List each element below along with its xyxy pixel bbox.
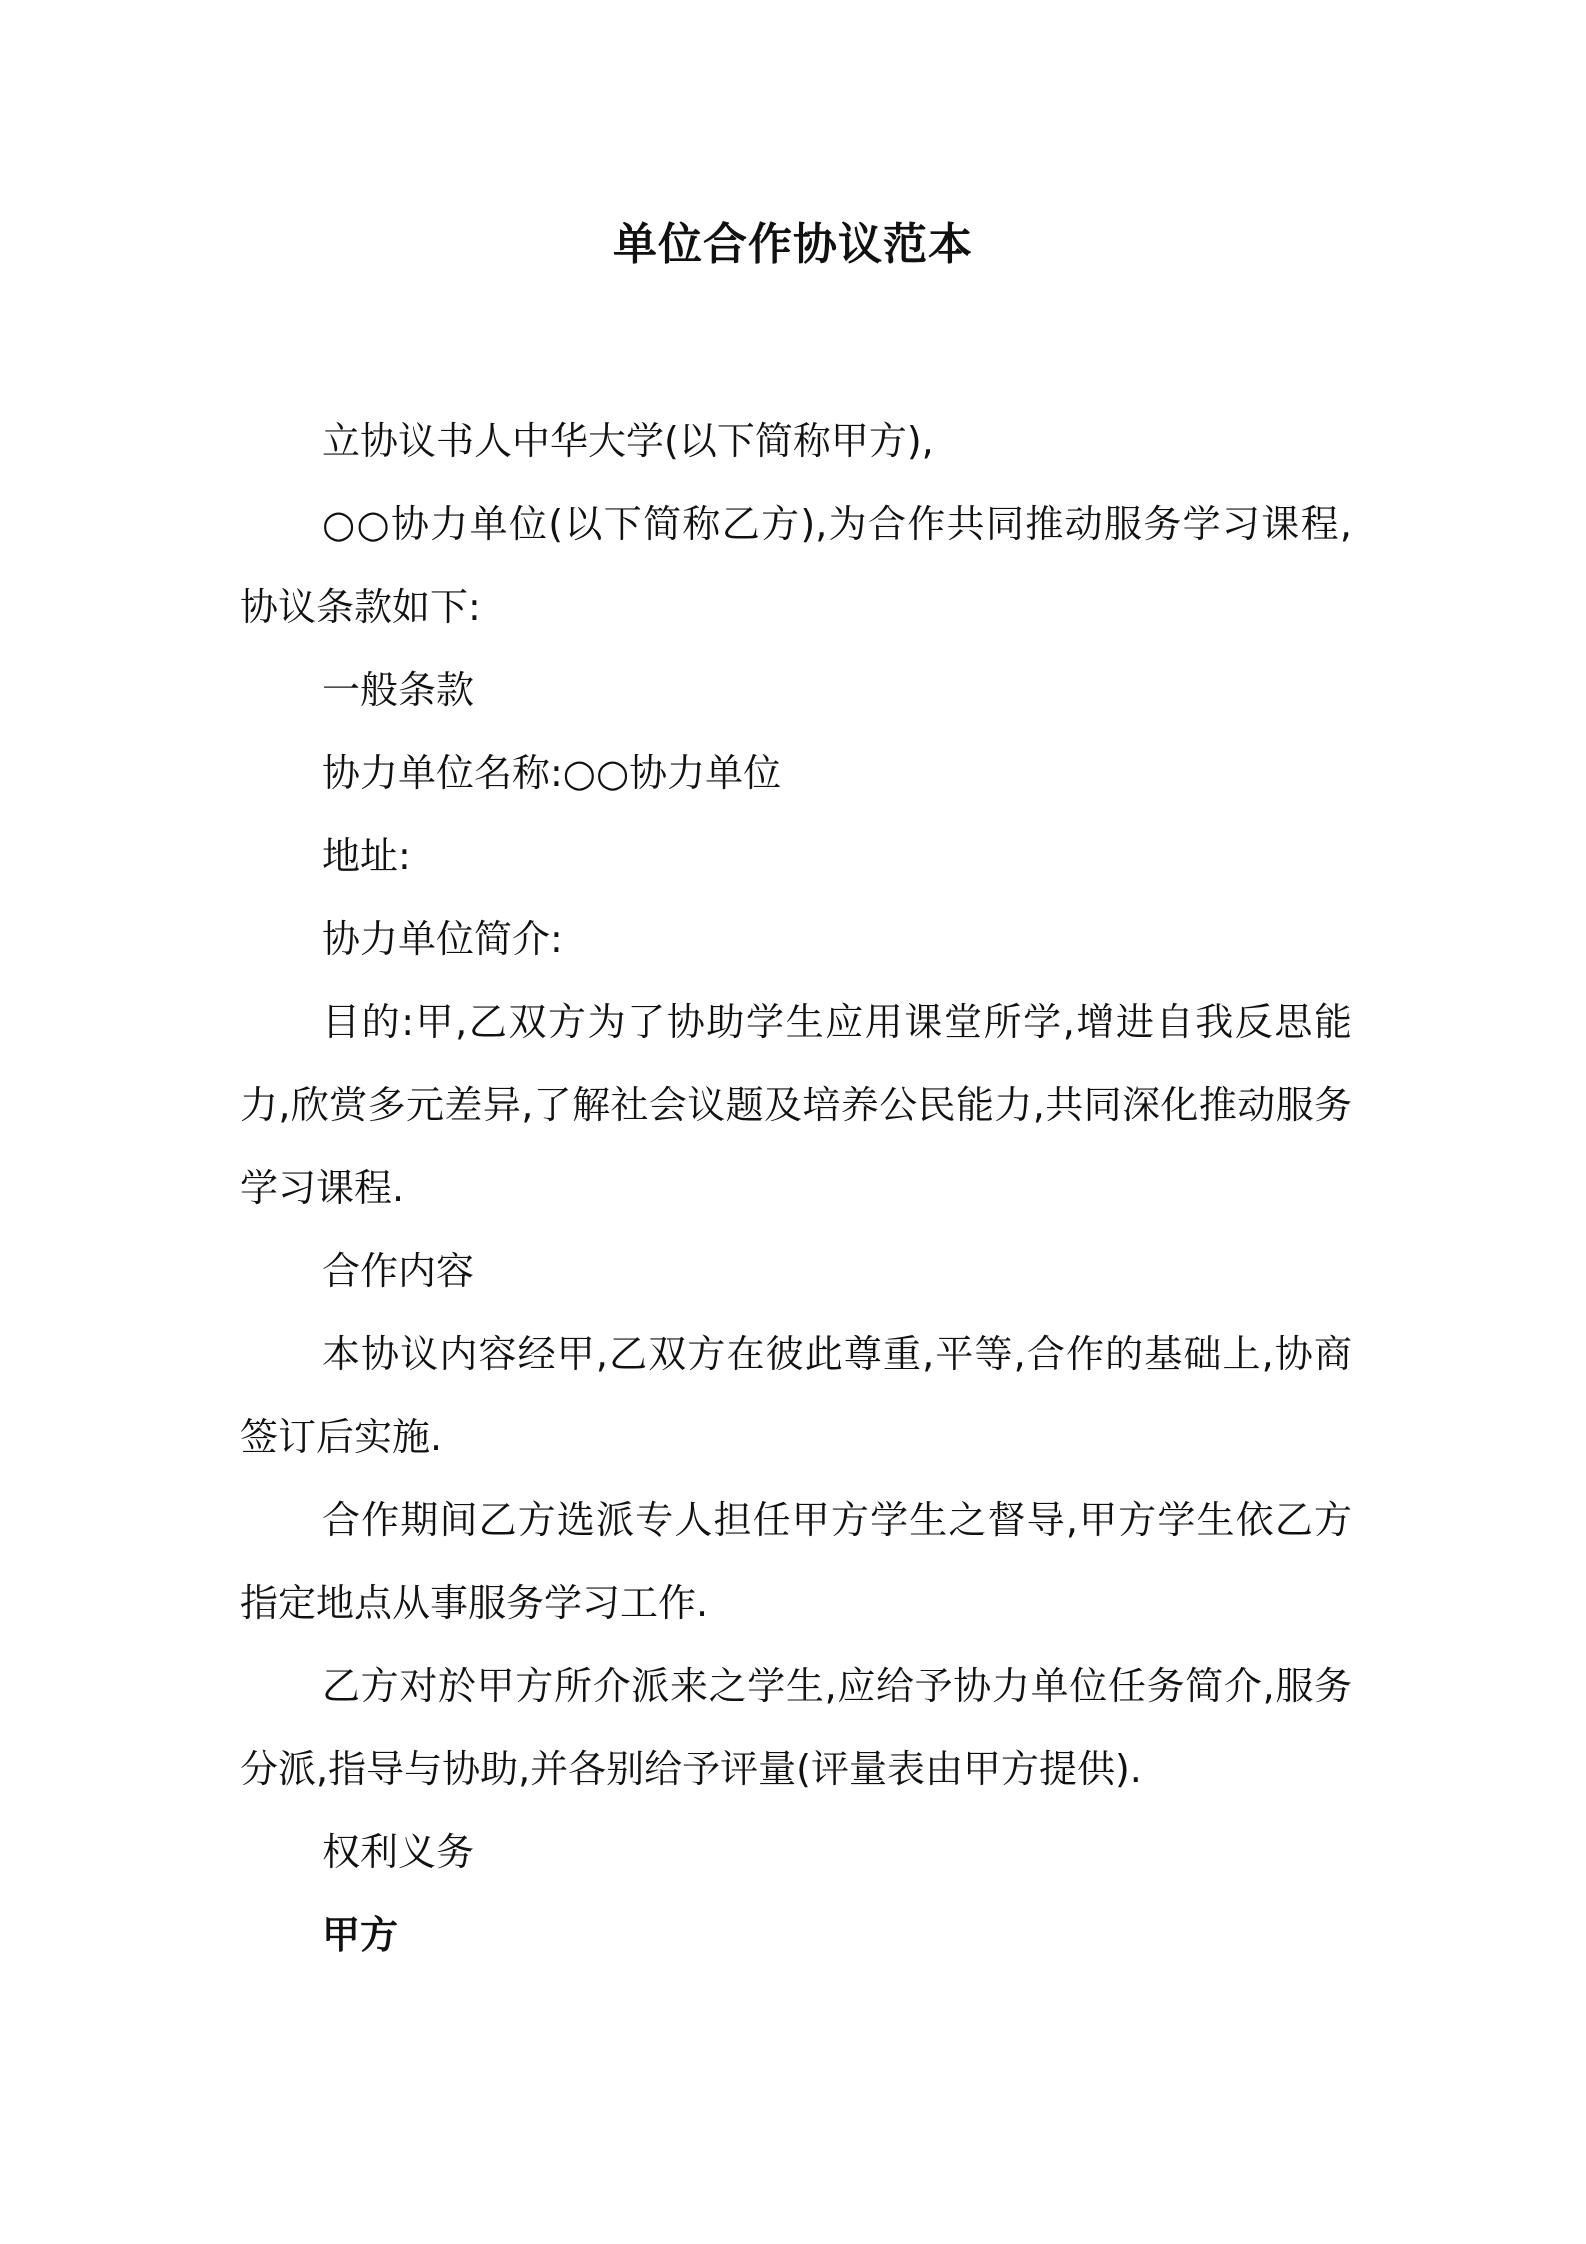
paragraph-cooperation-2: 合作期间乙方选派专人担任甲方学生之督导,甲方学生依乙方指定地点从事服务学习工作. bbox=[240, 1498, 1352, 1625]
paragraph-cooperation-1: 本协议内容经甲,乙双方在彼此尊重,平等,合作的基础上,协商签订后实施. bbox=[240, 1332, 1352, 1459]
paragraph-cooperation-3: 乙方对於甲方所介派来之学生,应给予协力单位任务简介,服务分派,指导与协助,并各别给予评量(评量表由甲方提供). bbox=[240, 1664, 1352, 1791]
document-body bbox=[240, 400, 1352, 1977]
section-heading-rights: 权利义务 bbox=[322, 1830, 475, 1874]
document-title: 单位合作协议范本 bbox=[613, 219, 973, 270]
section-heading-cooperation: 合作内容 bbox=[322, 1249, 475, 1293]
section-heading-party-a: 甲方 bbox=[322, 1913, 399, 1957]
paragraph-address: 地址: bbox=[322, 834, 411, 878]
paragraph-party-b: ○○协力单位(以下简称乙方),为合作共同推动服务学习课程,协议条款如下: bbox=[240, 502, 1352, 629]
section-heading-general: 一般条款 bbox=[322, 668, 475, 712]
paragraph-unit-name: 协力单位名称:○○协力单位 bbox=[322, 751, 782, 795]
paragraph-unit-intro: 协力单位简介: bbox=[322, 917, 563, 961]
paragraph-purpose: 目的:甲,乙双方为了协助学生应用课堂所学,增进自我反思能力,欣赏多元差异,了解社会议题及培养公民能力,共同深化推动服务学习课程. bbox=[240, 1000, 1352, 1210]
paragraph-party-a: 立协议书人中华大学(以下简称甲方), bbox=[322, 419, 934, 463]
